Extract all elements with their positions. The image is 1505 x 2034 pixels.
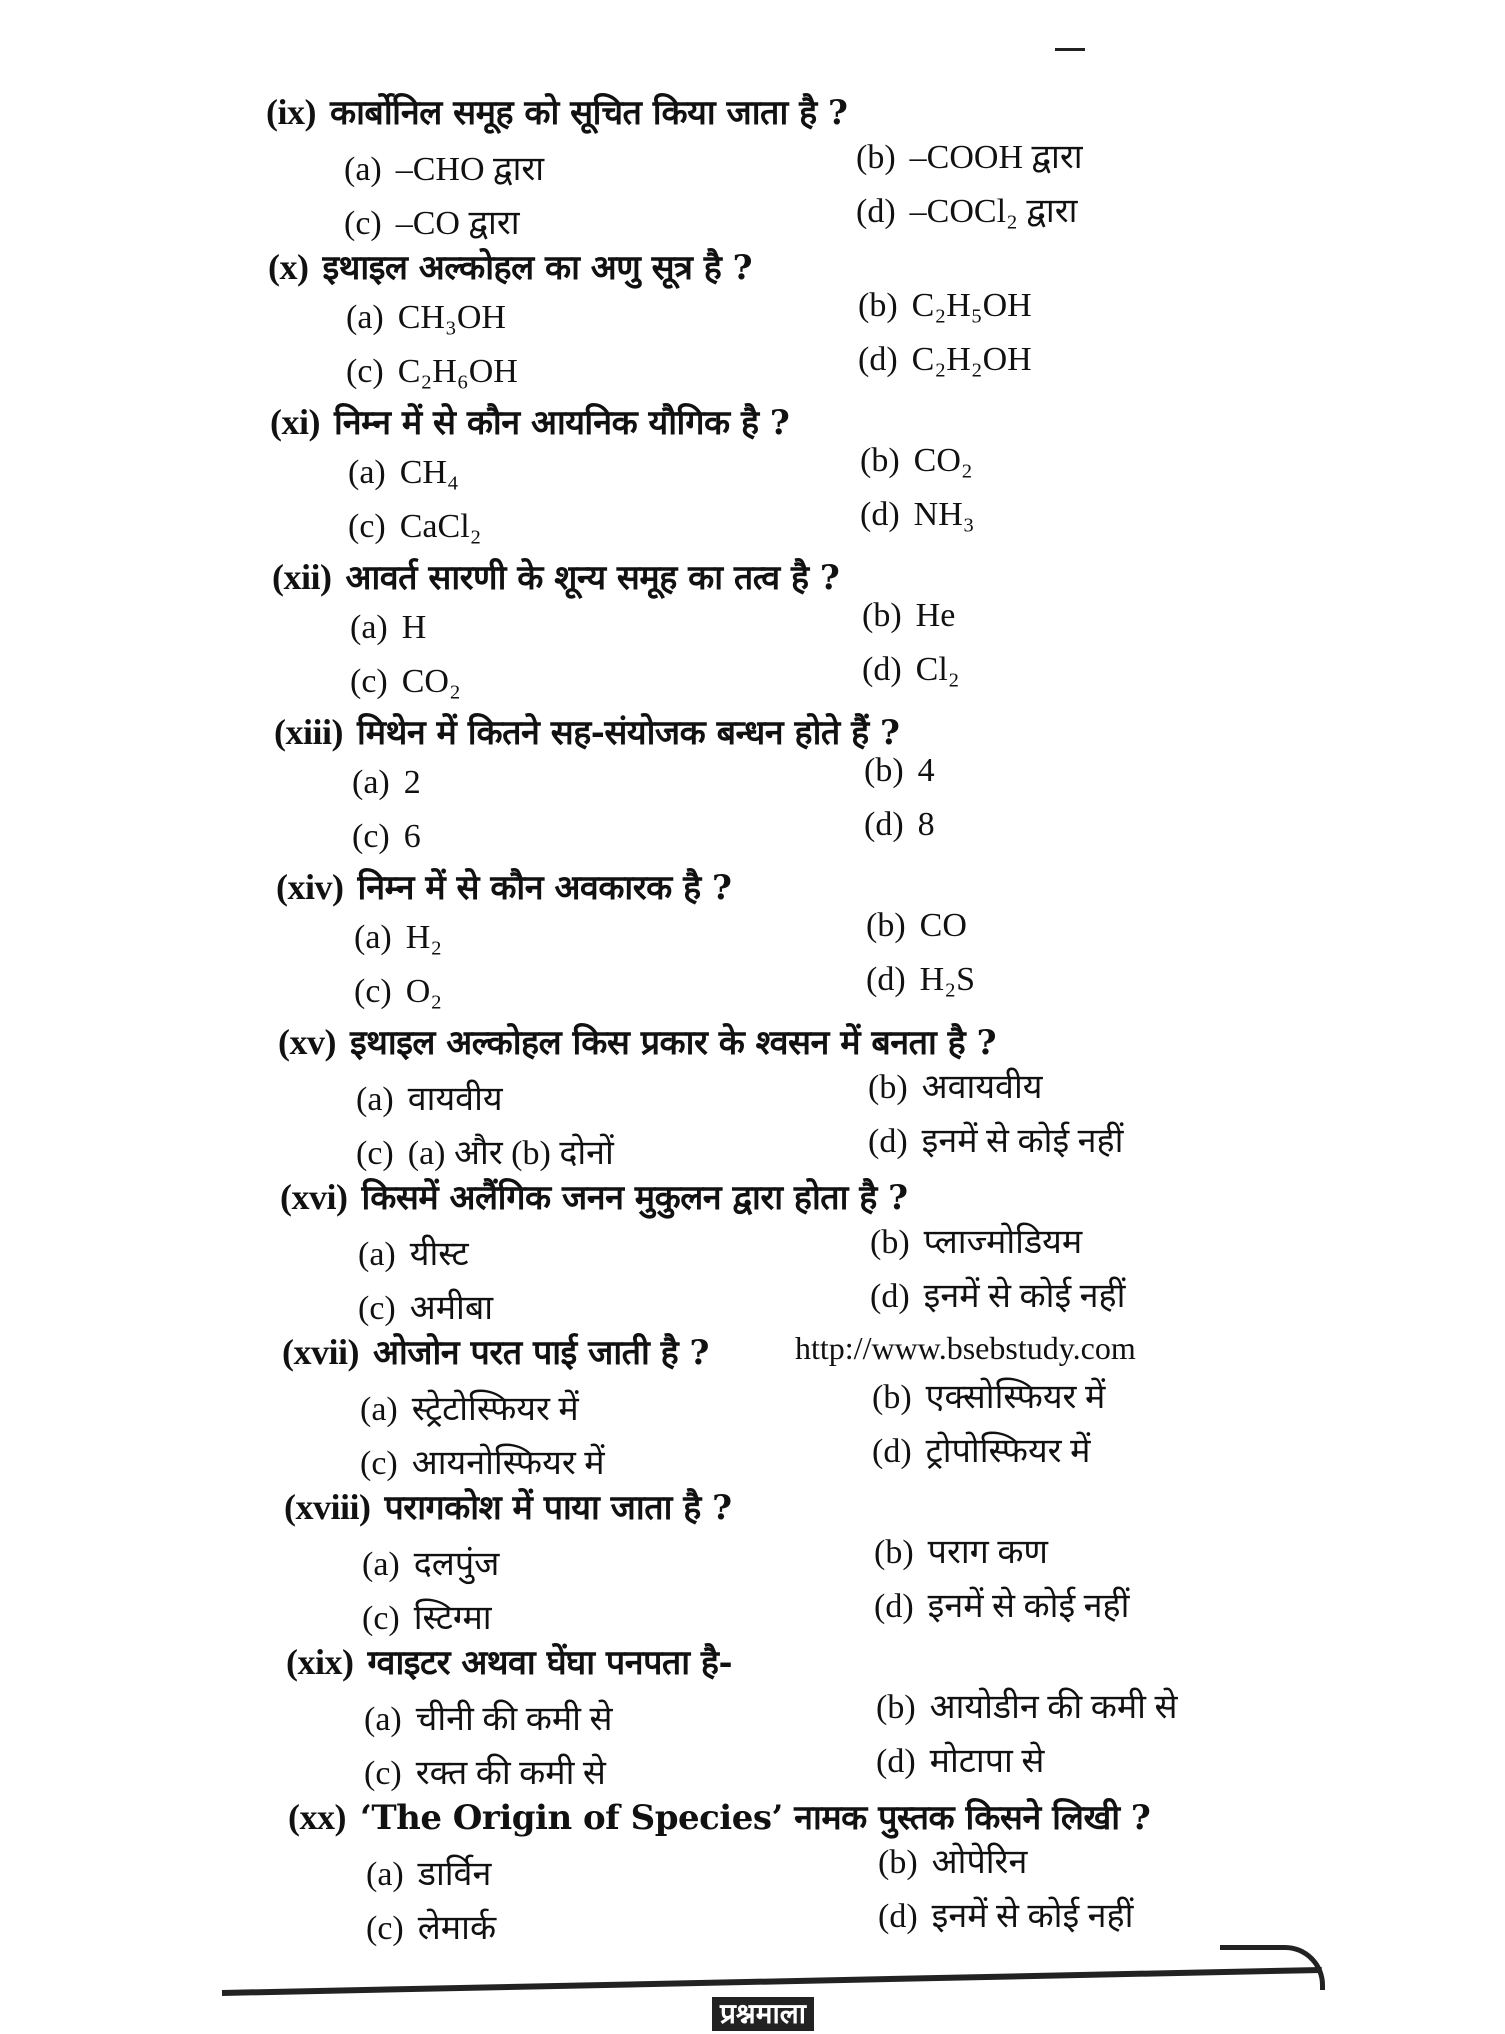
- option-text: स्ट्रेटोस्फियर में: [411, 1391, 579, 1428]
- option-label: (c): [358, 1290, 396, 1327]
- option-label: (a): [352, 764, 390, 801]
- option-label: (d): [864, 806, 904, 843]
- question-1: [266, 88, 1466, 243]
- option-label: (a): [364, 1701, 402, 1738]
- option-text: रक्त की कमी से: [415, 1755, 606, 1792]
- option-label: (d): [868, 1123, 908, 1160]
- option-label: (a): [362, 1546, 400, 1583]
- option-text: (a) और (b) दोनों: [407, 1135, 614, 1172]
- option-label: (c): [360, 1445, 398, 1482]
- bottom-rule: [222, 1967, 1322, 1996]
- option-text: लेमार्क: [417, 1910, 497, 1947]
- option-d: [860, 496, 975, 534]
- question-text: [278, 1018, 996, 1064]
- option-c: [352, 818, 421, 856]
- question-8: [280, 1173, 1480, 1328]
- question-body: ग्वाइटर अथवा घेंघा पनपता है-: [367, 1643, 733, 1683]
- option-c: [354, 973, 442, 1011]
- option-text: ट्रोपोस्फियर में: [925, 1433, 1091, 1470]
- question-3: [270, 398, 1470, 553]
- option-a: [364, 1694, 612, 1740]
- option-b: [876, 1682, 1177, 1728]
- option-a: [360, 1384, 579, 1430]
- option-b: [862, 597, 955, 635]
- question-text: [272, 553, 839, 599]
- option-text: इनमें से कोई नहीं: [931, 1898, 1134, 1935]
- option-label: (d): [870, 1278, 910, 1315]
- option-a: [354, 919, 442, 957]
- question-number: (ix): [266, 92, 316, 132]
- option-c: [348, 508, 482, 546]
- option-label: (b): [878, 1844, 918, 1881]
- option-label: (b): [868, 1069, 908, 1106]
- option-text: –CO द्वारा: [395, 205, 520, 242]
- option-a: [344, 144, 544, 190]
- option-c: [356, 1128, 614, 1174]
- option-label: (b): [866, 907, 906, 944]
- question-text: [266, 88, 847, 134]
- option-text: इनमें से कोई नहीं: [927, 1588, 1130, 1625]
- question-number: (xviii): [284, 1487, 371, 1527]
- question-number: (xii): [272, 557, 332, 597]
- option-text: मोटापा से: [929, 1743, 1045, 1780]
- question-6: [276, 863, 1476, 1018]
- option-c: [346, 353, 518, 391]
- url-watermark: http://www.bsebstudy.com: [795, 1330, 1136, 1366]
- option-a: [366, 1849, 491, 1895]
- question-5: [274, 708, 1474, 863]
- question-12: [288, 1793, 1488, 1948]
- option-label: (d): [878, 1898, 918, 1935]
- option-label: (b): [870, 1224, 910, 1261]
- option-b: [878, 1837, 1027, 1883]
- option-label: (b): [874, 1534, 914, 1571]
- option-label: (b): [864, 752, 904, 789]
- option-text: CO₂: [401, 663, 461, 700]
- option-text: अवायवीय: [921, 1069, 1043, 1106]
- option-text: –CHO द्वारा: [395, 151, 545, 188]
- option-d: [870, 1271, 1125, 1317]
- option-text: CH₄: [399, 454, 459, 491]
- option-label: (a): [354, 919, 392, 956]
- question-11: [286, 1638, 1486, 1793]
- question-10: [284, 1483, 1484, 1638]
- question-text: [274, 708, 899, 754]
- option-d: [876, 1736, 1044, 1782]
- option-label: (d): [872, 1433, 912, 1470]
- option-label: (b): [856, 139, 896, 176]
- option-label: (a): [358, 1236, 396, 1273]
- bottom-curve: [1220, 1945, 1325, 1990]
- option-a: [362, 1539, 499, 1585]
- option-b: [864, 752, 935, 790]
- question-2: [268, 243, 1468, 398]
- option-text: C₂H₅OH: [911, 287, 1032, 324]
- option-d: [862, 651, 960, 689]
- option-a: [358, 1229, 469, 1275]
- option-b: [874, 1527, 1048, 1573]
- option-d: [872, 1426, 1090, 1472]
- option-text: अमीबा: [409, 1290, 494, 1327]
- option-a: [350, 609, 426, 647]
- question-text: [268, 243, 752, 289]
- question-7: [278, 1018, 1478, 1173]
- option-text: 4: [917, 752, 935, 789]
- option-text: C₂H₂OH: [911, 341, 1032, 378]
- option-text: डार्विन: [417, 1856, 492, 1893]
- question-text: [286, 1638, 732, 1684]
- option-b: [858, 287, 1032, 325]
- option-b: [870, 1217, 1082, 1263]
- option-label: (c): [344, 205, 382, 242]
- question-body: इथाइल अल्कोहल का अणु सूत्र है ?: [322, 248, 753, 288]
- option-label: (d): [862, 651, 902, 688]
- question-text: [276, 863, 731, 909]
- option-text: –COCl₂ द्वारा: [909, 193, 1078, 230]
- question-number: (xix): [286, 1642, 354, 1682]
- option-label: (b): [876, 1689, 916, 1726]
- option-text: Cl₂: [915, 651, 960, 688]
- option-a: [352, 764, 421, 802]
- option-c: [360, 1438, 605, 1484]
- option-text: CaCl₂: [399, 508, 482, 545]
- option-text: वायवीय: [407, 1081, 503, 1118]
- option-text: CO₂: [913, 442, 973, 479]
- option-b: [860, 442, 973, 480]
- question-body: निम्न में से कौन आयनिक यौगिक है ?: [333, 403, 790, 443]
- option-c: [350, 663, 461, 701]
- option-label: (b): [862, 597, 902, 634]
- option-label: (a): [344, 151, 382, 188]
- option-d: [858, 341, 1032, 379]
- option-text: चीनी की कमी से: [415, 1701, 613, 1738]
- option-text: स्टिग्मा: [413, 1600, 492, 1637]
- option-label: (d): [858, 341, 898, 378]
- option-label: (c): [352, 818, 390, 855]
- option-label: (b): [872, 1379, 912, 1416]
- option-c: [344, 198, 520, 244]
- option-text: H₂S: [919, 961, 975, 998]
- option-label: (a): [350, 609, 388, 646]
- option-text: पराग कण: [927, 1534, 1049, 1571]
- question-body: ‘The Origin of Species’ नामक पुस्तक किसने लिखी ?: [359, 1798, 1151, 1838]
- option-label: (c): [366, 1910, 404, 1947]
- option-b: [866, 907, 967, 945]
- option-text: दलपुंज: [413, 1546, 500, 1583]
- option-d: [868, 1116, 1123, 1162]
- question-body: कार्बोनिल समूह को सूचित किया जाता है ?: [329, 93, 848, 133]
- option-label: (a): [356, 1081, 394, 1118]
- question-text: [288, 1793, 1150, 1839]
- option-text: आयनोस्फियर में: [411, 1445, 605, 1482]
- option-label: (a): [360, 1391, 398, 1428]
- option-text: प्लाज्मोडियम: [923, 1224, 1083, 1261]
- option-c: [358, 1283, 493, 1329]
- option-a: [348, 454, 459, 492]
- option-d: [856, 186, 1077, 232]
- option-text: H₂: [405, 919, 443, 956]
- option-d: [866, 961, 975, 999]
- option-label: (c): [346, 353, 384, 390]
- option-b: [856, 132, 1083, 178]
- option-label: (d): [860, 496, 900, 533]
- option-label: (a): [346, 299, 384, 336]
- question-number: (xvi): [280, 1177, 348, 1217]
- question-number: (xvii): [282, 1332, 359, 1372]
- question-body: किसमें अलैंगिक जनन मुकुलन द्वारा होता है ?: [361, 1178, 908, 1218]
- option-label: (c): [362, 1600, 400, 1637]
- option-label: (d): [856, 193, 896, 230]
- question-body: ओजोन परत पाई जाती है ?: [372, 1333, 709, 1373]
- option-c: [364, 1748, 606, 1794]
- question-number: (xiv): [276, 867, 344, 907]
- question-body: परागकोश में पाया जाता है ?: [384, 1488, 732, 1528]
- option-label: (c): [350, 663, 388, 700]
- option-label: (a): [348, 454, 386, 491]
- question-number: (xiii): [274, 712, 343, 752]
- question-number: (xi): [270, 402, 320, 442]
- question-text: [270, 398, 789, 444]
- option-text: CO: [919, 907, 967, 944]
- option-text: 2: [403, 764, 421, 801]
- scan-mark: [1055, 48, 1085, 51]
- option-a: [356, 1074, 503, 1120]
- option-label: (c): [364, 1755, 402, 1792]
- option-text: H: [401, 609, 427, 646]
- option-text: NH₃: [913, 496, 975, 533]
- option-text: 8: [917, 806, 935, 843]
- question-number: (x): [268, 247, 309, 287]
- option-c: [366, 1903, 496, 1949]
- question-text: [284, 1483, 732, 1529]
- question-text: [280, 1173, 908, 1219]
- option-label: (c): [356, 1135, 394, 1172]
- option-label: (d): [876, 1743, 916, 1780]
- question-4: [272, 553, 1472, 708]
- option-a: [346, 299, 506, 337]
- question-number: (xv): [278, 1022, 336, 1062]
- option-d: [874, 1581, 1129, 1627]
- option-label: (c): [348, 508, 386, 545]
- option-text: एक्सोस्फियर में: [925, 1379, 1106, 1416]
- option-text: इनमें से कोई नहीं: [921, 1123, 1124, 1160]
- option-text: He: [915, 597, 956, 634]
- option-label: (d): [866, 961, 906, 998]
- option-d: [878, 1891, 1133, 1937]
- option-label: (a): [366, 1856, 404, 1893]
- question-text: [282, 1328, 709, 1374]
- option-text: इनमें से कोई नहीं: [923, 1278, 1126, 1315]
- option-label: (b): [858, 287, 898, 324]
- option-text: यीस्ट: [409, 1236, 469, 1273]
- footer-label: प्रश्नमाला: [712, 1997, 814, 2031]
- option-text: आयोडीन की कमी से: [929, 1689, 1178, 1726]
- option-text: C₂H₆OH: [397, 353, 518, 390]
- question-body: मिथेन में कितने सह-संयोजक बन्धन होते हैं ?: [356, 713, 900, 753]
- option-label: (b): [860, 442, 900, 479]
- option-label: (d): [874, 1588, 914, 1625]
- option-c: [362, 1593, 492, 1639]
- option-label: (c): [354, 973, 392, 1010]
- option-text: ओपेरिन: [931, 1844, 1028, 1881]
- option-text: –COOH द्वारा: [909, 139, 1083, 176]
- option-text: CH₃OH: [397, 299, 506, 336]
- option-text: O₂: [405, 973, 443, 1010]
- option-b: [868, 1062, 1043, 1108]
- question-body: आवर्त सारणी के शून्य समूह का तत्व है ?: [345, 558, 840, 598]
- question-body: इथाइल अल्कोहल किस प्रकार के श्वसन में बनता है ?: [349, 1023, 996, 1063]
- option-text: 6: [403, 818, 421, 855]
- question-body: निम्न में से कौन अवकारक है ?: [357, 868, 732, 908]
- option-b: [872, 1372, 1105, 1418]
- option-d: [864, 806, 935, 844]
- question-number: (xx): [288, 1797, 346, 1837]
